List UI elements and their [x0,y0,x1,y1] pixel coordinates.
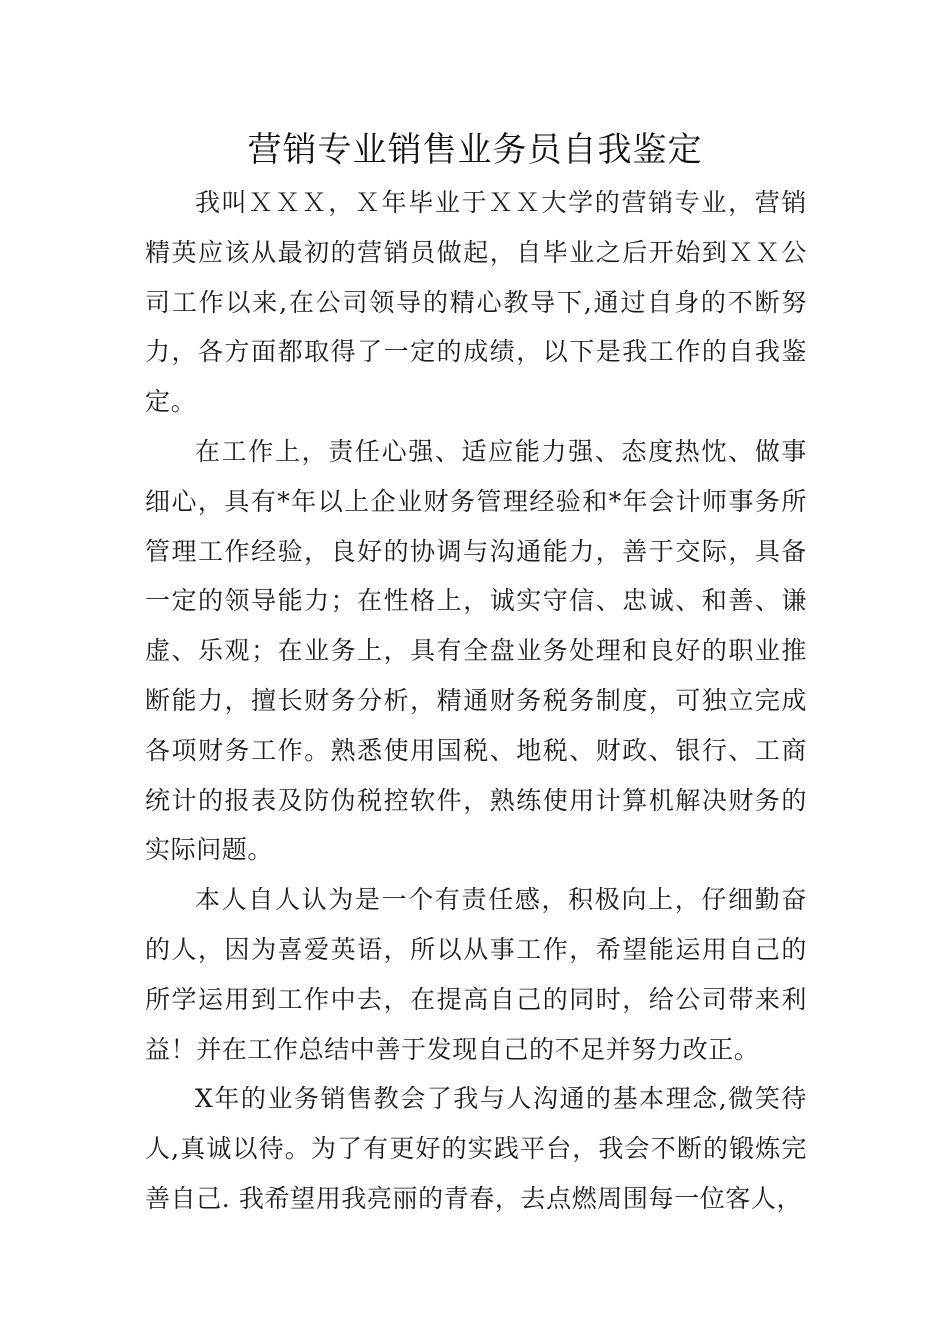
paragraph-introduction: 我叫ＸＸＸ，Ｘ年毕业于ＸＸ大学的营销专业，营销精英应该从最初的营销员做起，自毕业之后开始到ＸＸ公司工作以来,在公司领导的精心教导下,通过自身的不断努力，各方面都取得了一定的成绩，以下是我工作的自我鉴定。 [145,188,807,417]
paragraph-work-skills: 在工作上，责任心强、适应能力强、态度热忱、做事细心，具有*年以上企业财务管理经验和*年会计师事务所管理工作经验，良好的协调与沟通能力，善于交际，具备一定的领导能力；在性格上，诚实守信、忠诚、和善、谦虚、乐观；在业务上，具有全盘业务处理和良好的职业推断能力，擅长财务分析，精通财务税务制度，可独立完成各项财务工作。熟悉使用国税、地税、财政、银行、工商统计的报表及防伪税控软件，熟练使用计算机解决财务的实际问题。 [145,436,807,865]
paragraph-personality: 本人自人认为是一个有责任感，积极向上，仔细勤奋的人，因为喜爱英语，所以从事工作，希望能运用自己的所学运用到工作中去，在提高自己的同时，给公司带来利益！并在工作总结中善于发现自己的不足并努力改正。 [145,885,807,1064]
paragraph-sales-experience: X年的业务销售教会了我与人沟通的基本理念,微笑待人,真诚以待。为了有更好的实践平台，我会不断的锻炼完善自己. 我希望用我亮丽的青春，去点燃周围每一位客人， [145,1084,807,1213]
page-title: 营销专业销售业务员自我鉴定 [247,130,703,170]
document-body [145,178,807,1224]
